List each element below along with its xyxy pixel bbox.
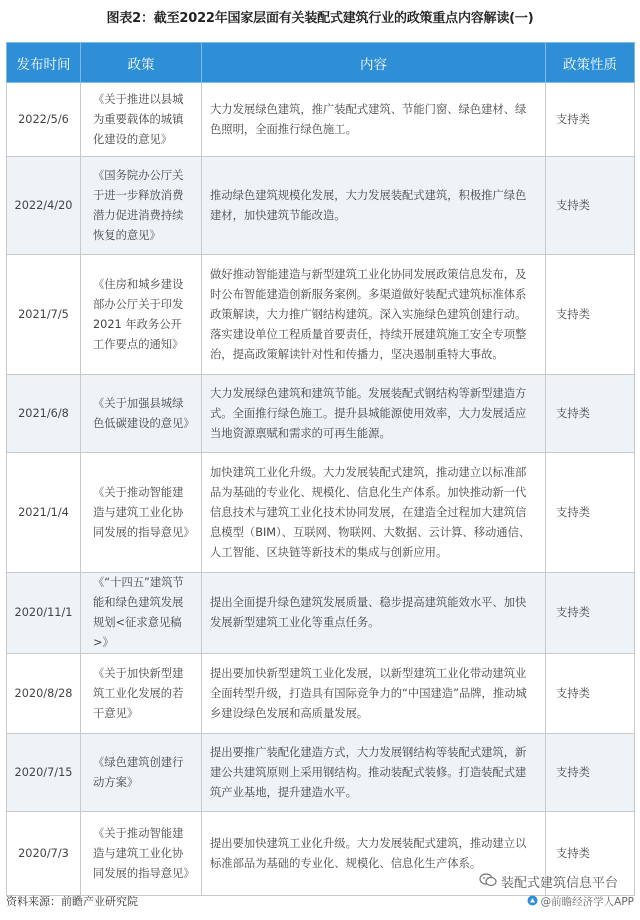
cell-content: 提出要加快建筑工业化升级。大力发展装配式建筑，推动建立以标准部品为基础的专业化、规模化、信息化生产体系。 bbox=[202, 812, 546, 896]
cell-date: 2021/7/5 bbox=[7, 255, 81, 375]
cell-content: 提出全面提升绿色建筑发展质量、稳步提高建筑能效水平、加快发展新型建筑工业化等重点任务。 bbox=[202, 573, 546, 654]
cell-nature: 支持类 bbox=[546, 83, 635, 157]
cell-date: 2020/8/28 bbox=[7, 654, 81, 734]
cell-content: 提出要推广装配化建造方式，大力发展钢结构等装配式建筑，新建公共建筑原则上采用钢结构。推动装配式装修。打造装配式建筑产业基地，提升建造水平。 bbox=[202, 734, 546, 812]
cell-policy: 《关于推进以县城为重要载体的城镇化建设的意见》 bbox=[81, 83, 202, 157]
header-content: 内容 bbox=[202, 43, 546, 83]
cell-date: 2021/6/8 bbox=[7, 375, 81, 453]
brand-name: 装配式建筑信息平台 bbox=[500, 876, 618, 891]
cell-content: 大力发展绿色建筑和建筑节能。发展装配式钢结构等新型建造方式。全面推行绿色施工。提升县城能源使用效率，大力发展适应当地资源禀赋和需求的可再生能源。 bbox=[202, 375, 546, 453]
cell-content: 加快建筑工业化升级。大力发展装配式建筑，推动建立以标准部品为基础的专业化、规模化、信息化生产体系。加快推动新一代信息技术与建筑工业化技术协同发展，在建造全过程加大建筑信息模型（BIM）、互联网、物联网、大数据、云计算、移动通信、人工智能、区块链等新技术的集成与创新应用。 bbox=[202, 453, 546, 573]
cell-nature: 支持类 bbox=[546, 654, 635, 734]
cell-policy: 《关于加强县城绿色低碳建设的意见》 bbox=[81, 375, 202, 453]
cell-policy: 《“十四五”建筑节能和绿色建筑发展规划<征求意见稿>》 bbox=[81, 573, 202, 654]
cell-policy: 《关于推动智能建造与建筑工业化协同发展的指导意见》 bbox=[81, 453, 202, 573]
cell-nature: 支持类 bbox=[546, 812, 635, 896]
table-row bbox=[7, 654, 635, 734]
cell-policy: 《住房和城乡建设部办公厅关于印发2021 年政务公开工作要点的通知》 bbox=[81, 255, 202, 375]
app-watermark bbox=[527, 894, 634, 909]
cell-content: 做好推动智能建造与新型建筑工业化协同发展政策信息发布，及时公布智能建造创新服务案例。多渠道做好装配式建筑标准体系政策解读，大力推广钢结构建筑。深入实施绿色建筑创建行动。落实建设单位工程质量首要责任，持续开展建筑施工安全专项整治，提高政策解读针对性和传播力，坚决遏制重特大事故。 bbox=[202, 255, 546, 375]
cell-content: 大力发展绿色建筑，推广装配式建筑、节能门窗、绿色建材、绿色照明，全面推行绿色施工。 bbox=[202, 83, 546, 157]
cell-policy: 《国务院办公厅关于进一步释放消费潜力促进消费持续恢复的意见》 bbox=[81, 157, 202, 255]
header-nature: 政策性质 bbox=[546, 43, 635, 83]
table-row bbox=[7, 453, 635, 573]
cell-nature: 支持类 bbox=[546, 157, 635, 255]
source-note: 资料来源：前瞻产业研究院 bbox=[6, 895, 138, 908]
cell-date: 2022/4/20 bbox=[7, 157, 81, 255]
cell-date: 2020/11/1 bbox=[7, 573, 81, 654]
cell-nature: 支持类 bbox=[546, 734, 635, 812]
chart-title: 图表2：截至2022年国家层面有关装配式建筑行业的政策重点内容解读(一) bbox=[106, 11, 534, 26]
policy-table bbox=[6, 42, 635, 896]
cell-content: 提出要加快新型建筑工业化发展，以新型建筑工业化带动建筑业全面转型升级，打造具有国际竞争力的“中国建造”品牌，推动城乡建设绿色发展和高质量发展。 bbox=[202, 654, 546, 734]
app-logo-icon bbox=[527, 895, 538, 909]
cell-policy: 《关于加快新型建筑工业化发展的若干意见》 bbox=[81, 654, 202, 734]
cell-nature: 支持类 bbox=[546, 573, 635, 654]
table-row bbox=[7, 573, 635, 654]
table-row bbox=[7, 83, 635, 157]
cell-nature: 支持类 bbox=[546, 255, 635, 375]
app-name: @前瞻经济学人APP bbox=[540, 896, 634, 908]
header-date: 发布时间 bbox=[7, 43, 81, 83]
table-row bbox=[7, 255, 635, 375]
cell-nature: 支持类 bbox=[546, 375, 635, 453]
table-row bbox=[7, 375, 635, 453]
cell-date: 2022/5/6 bbox=[7, 83, 81, 157]
cell-policy: 《关于推动智能建造与建筑工业化协同发展的指导意见》 bbox=[81, 812, 202, 896]
cell-nature: 支持类 bbox=[546, 453, 635, 573]
cell-date: 2021/1/4 bbox=[7, 453, 81, 573]
table-header-row bbox=[7, 43, 635, 83]
table-row bbox=[7, 157, 635, 255]
table-row bbox=[7, 734, 635, 812]
wechat-icon bbox=[479, 873, 497, 891]
cell-date: 2020/7/15 bbox=[7, 734, 81, 812]
header-policy: 政策 bbox=[81, 43, 202, 83]
cell-policy: 《绿色建筑创建行动方案》 bbox=[81, 734, 202, 812]
cell-date: 2020/7/3 bbox=[7, 812, 81, 896]
cell-content: 推动绿色建筑规模化发展，大力发展装配式建筑，积极推广绿色建材，加快建筑节能改造。 bbox=[202, 157, 546, 255]
brand-watermark bbox=[479, 872, 618, 891]
